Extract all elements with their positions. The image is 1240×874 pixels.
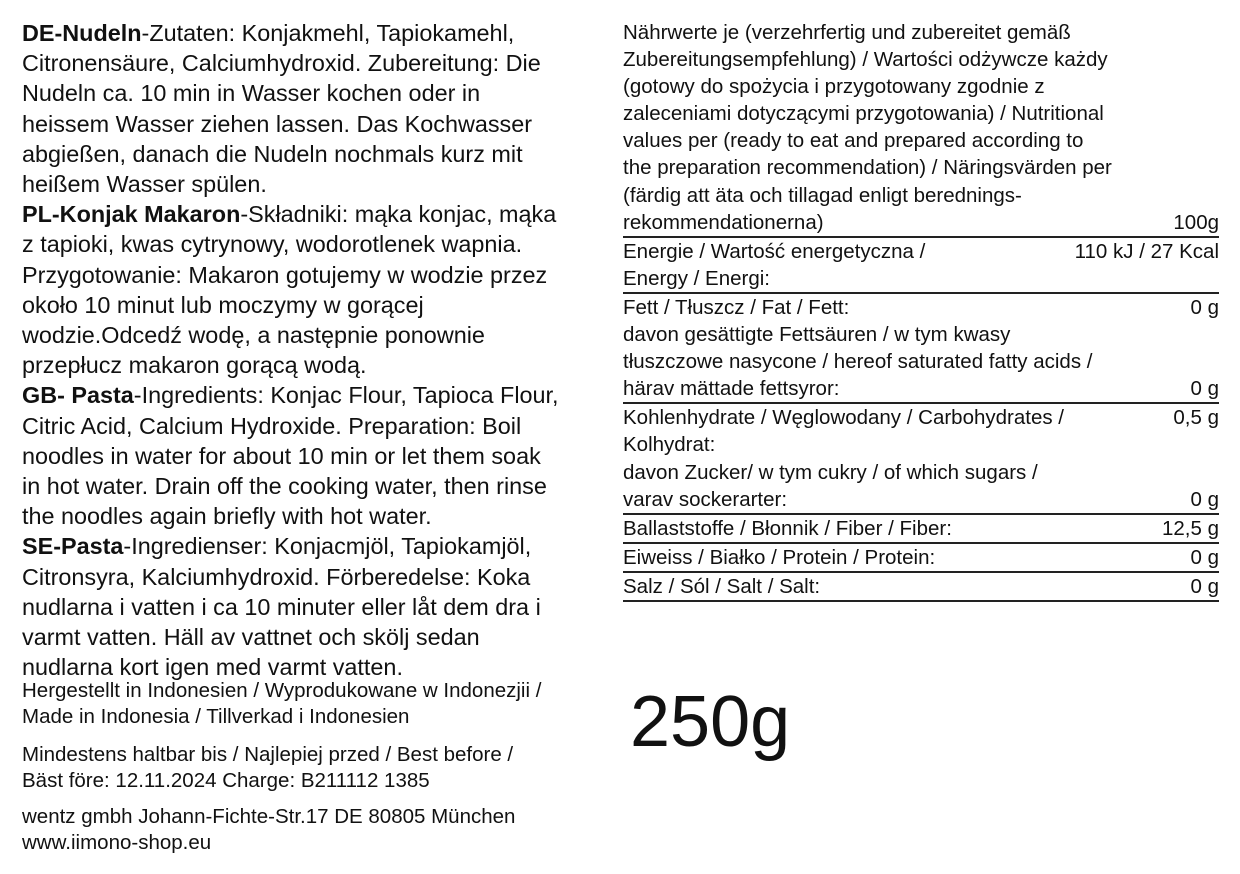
text-gb: -Ingredients: Konjac Flour, Tapioca Flour, Citric Acid, Calcium Hydroxide. Preparation: Boil noodles in water for about 10 min or let them soak in hot water. Drain off the cooking water, then rinse the noodles again briefly with hot water. bbox=[22, 382, 559, 530]
heading-se: SE-Pasta bbox=[22, 533, 124, 560]
text-de: -Zutaten: Konjakmehl, Tapiokamehl, Citronensäure, Calciumhydroxid. Zubereitung: Die Nudeln ca. 10 min in Wasser kochen oder in heissem Wasser ziehen lassen. Das Kochwasser abgießen, danach die Nudeln nochmals kurz mit heißem Wasser spülen. bbox=[22, 20, 541, 198]
ingredients-pl bbox=[22, 199, 602, 380]
nutrition-value: 0,5 g bbox=[1173, 406, 1219, 430]
nutrition-row-saturated bbox=[623, 321, 1219, 404]
nutrition-value: 12,5 g bbox=[1162, 516, 1219, 540]
nutrition-label: davon Zucker/ w tym cukry / of which sugars / varav sockerarter: bbox=[623, 460, 1038, 511]
ingredients-se bbox=[22, 531, 602, 682]
nutrition-label: Eiweiss / Białko / Protein / Protein: bbox=[623, 545, 936, 569]
nutrition-table bbox=[623, 19, 1219, 602]
nutrition-row-fiber bbox=[623, 515, 1219, 544]
nutrition-row-energy bbox=[623, 238, 1219, 294]
nutrition-label: davon gesättigte Fettsäuren / w tym kwasy tłuszczowe nasycone / hereof saturated fatty acids / härav mättade fettsyror: bbox=[623, 323, 1093, 401]
heading-gb: GB- Pasta bbox=[22, 382, 134, 409]
ingredients-de bbox=[22, 18, 602, 199]
ingredients-column bbox=[22, 18, 602, 682]
per-label: rekommendationerna) bbox=[623, 210, 824, 234]
nutrition-row-sugars bbox=[623, 459, 1219, 515]
nutrition-value: 0 g bbox=[1190, 487, 1219, 511]
nutrition-label: Kohlenhydrate / Węglowodany / Carbohydrates / Kolhydrat: bbox=[623, 406, 1065, 457]
text-se: -Ingredienser: Konjacmjöl, Tapiokamjöl, Citronsyra, Kalciumhydroxid. Förberedelse: Koka nudlarna i vatten i ca 10 minuter eller låt dem dra i varmt vatten. Häll av vattnet och skölj sedan nudlarna kort igen med varmt vatten. bbox=[22, 533, 541, 681]
per-value: 100g bbox=[1173, 210, 1219, 234]
nutrition-value: 0 g bbox=[1190, 574, 1219, 598]
text-pl: -Składniki: mąka konjac, mąka z tapioki, kwas cytrynowy, wodorotlenek wapnia. Przygotowanie: Makaron gotujemy w wodzie przez około 10 minut lub moczymy w gorącej wodzie.Odcedź wodę, a następnie ponownie przepłucz makaron gorącą wodą. bbox=[22, 201, 557, 379]
heading-de: DE-Nudeln bbox=[22, 20, 142, 46]
heading-pl: PL-Konjak Makaron bbox=[22, 201, 241, 228]
nutrition-row-salt bbox=[623, 573, 1219, 602]
nutrition-row-carbohydrates bbox=[623, 404, 1219, 458]
per-100g-row bbox=[623, 209, 1219, 238]
nutrition-label: Energie / Wartość energetyczna / Energy / Energi: bbox=[623, 239, 926, 290]
nutrition-label: Fett / Tłuszcz / Fat / Fett: bbox=[623, 295, 850, 319]
manufacturer-address: wentz gmbh Johann-Fichte-Str.17 DE 80805 München www.iimono-shop.eu bbox=[22, 805, 516, 855]
best-before: Mindestens haltbar bis / Najlepiej przed / Best before / Bäst före: 12.11.2024 Charge: B211112 1385 bbox=[22, 743, 514, 793]
nutrition-row-protein bbox=[623, 544, 1219, 573]
nutrition-header: Nährwerte je (verzehrfertig und zubereitet gemäß Zubereitungsempfehlung) / Wartości odżywcze każdy (gotowy do spożycia i przygotowany zgodnie z zaleceniami dotyczącymi przygotowania) / Nutritional values per (ready to eat and prepared according to the preparation recommendation) / Näringsvärden per (färdig att äta och tillagad enligt berednings- bbox=[623, 21, 1112, 207]
ingredients-gb bbox=[22, 380, 602, 531]
nutrition-label: Ballaststoffe / Błonnik / Fiber / Fiber: bbox=[623, 516, 952, 540]
nutrition-row-fat bbox=[623, 294, 1219, 321]
net-weight: 250g bbox=[630, 682, 791, 762]
nutrition-value: 110 kJ / 27 Kcal bbox=[1074, 239, 1219, 263]
nutrition-value: 0 g bbox=[1190, 377, 1219, 401]
made-in: Hergestellt in Indonesien / Wyprodukowane w Indonezjii / Made in Indonesia / Tillverkad i Indonesien bbox=[22, 679, 542, 729]
nutrition-value: 0 g bbox=[1190, 545, 1219, 569]
nutrition-value: 0 g bbox=[1190, 295, 1219, 319]
nutrition-label: Salz / Sól / Salt / Salt: bbox=[623, 574, 821, 598]
